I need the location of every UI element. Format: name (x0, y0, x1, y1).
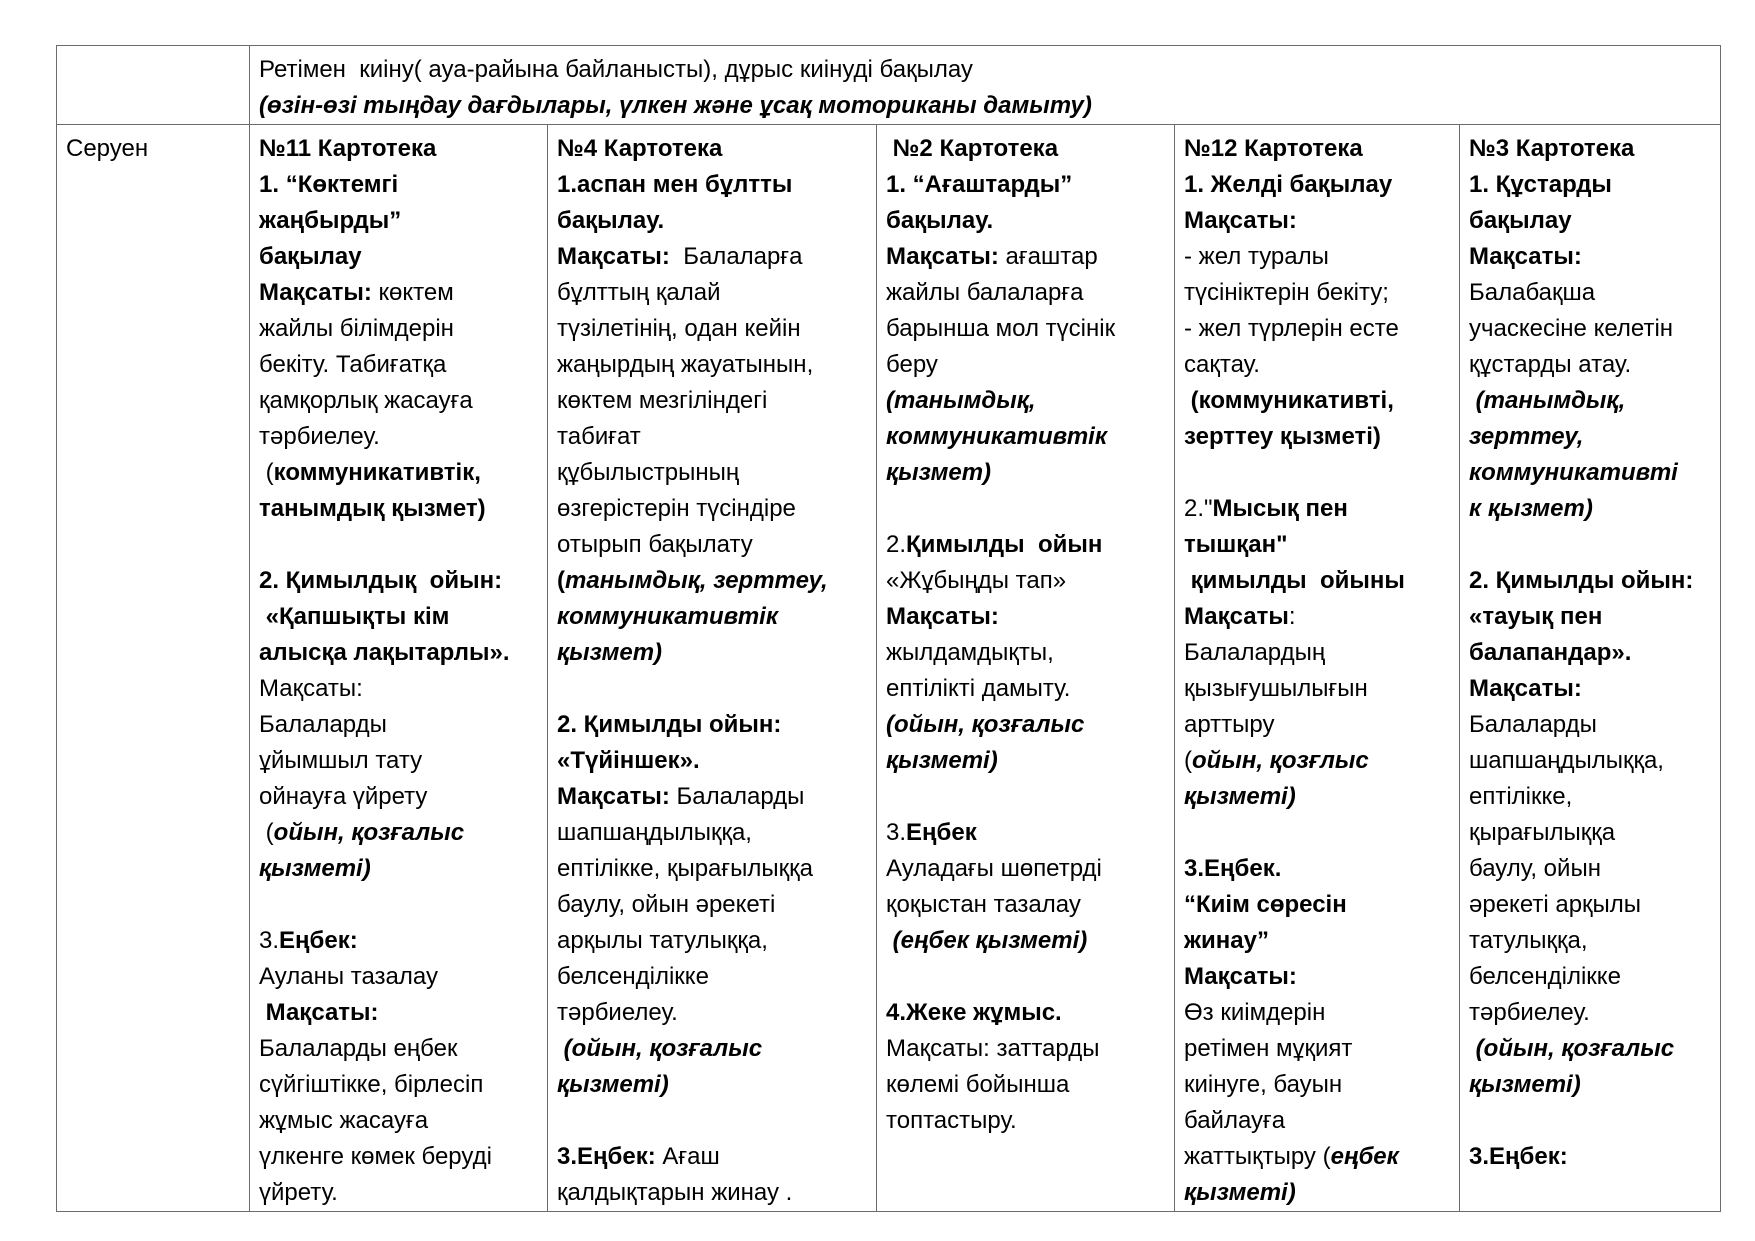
text-run: ағаштар жайлы балаларға барынша мол түсінік беру (886, 243, 1116, 378)
text-run: Мысық пен тышқан" қимылды ойыны (1184, 495, 1405, 594)
text-run: Мақсаты: (265, 999, 379, 1026)
card-title: №2 Картотека (886, 135, 1059, 162)
text-run: Ағаш қалдықтарын жинау . (557, 1143, 793, 1206)
text-run: 1. “Ағаштарды” бақылау. Мақсаты: (886, 171, 1073, 270)
dressing-text: Ретімен киіну( ауа-райына байланысты), дұрыс киінуді бақылау (259, 56, 973, 83)
text-run: Еңбек (906, 819, 977, 846)
text-run: еңбек қызметі) (1184, 1143, 1399, 1206)
walk-cell-card-2 (877, 125, 1175, 1212)
text-run: 1. Желді бақылау Мақсаты: (1184, 171, 1393, 234)
text-run: Ауладағы шөпетрді қоқыстан тазалау (886, 855, 1102, 918)
text-run: көктем жайлы білімдерін бекіту. Табиғатқа қамқорлық жасауға тәрбиелеу. ( (259, 279, 473, 486)
text-run: (коммуникативті, зерттеу қызметі) (1184, 387, 1394, 450)
text-run: 1.аспан мен бұлтты бақылау. Мақсаты: (557, 171, 793, 270)
text-run: коммуникативтік, танымдық қызмет) 2. Қимылдық ойын: «Қапшықты кім алысқа лақытарлы». (259, 459, 510, 666)
text-run: Балабақша учаскесіне келетін құстарды атау. (1469, 279, 1674, 378)
walk-cell-card-11 (250, 125, 548, 1212)
text-run: 3. (886, 819, 907, 846)
text-run: (танымдық, зерттеу, коммуникативті к қызмет) (1469, 387, 1678, 522)
text-run: Мақсаты (1184, 603, 1289, 630)
text-run: ( (557, 567, 565, 594)
text-run: жылдамдықты, ептілікті дамыту. (886, 639, 1071, 702)
dressing-cell (250, 46, 1721, 125)
text-run: (ойын, қозғалыс қызметі) (557, 1035, 763, 1098)
walk-label: Серуен (66, 135, 149, 162)
walk-label-cell (57, 125, 250, 1212)
text-run: 3.Еңбек: (1469, 1143, 1568, 1170)
card-title: №3 Картотека (1469, 135, 1635, 162)
text-run: : Балалардың қызығушылығын арттыру ( (1184, 603, 1368, 774)
text-run: Өз киімдерін ретімен мұқият киінуге, бауын байлауға жаттықтыру ( (1184, 999, 1353, 1170)
text-run: танымдық, зерттеу, коммуникативтік қызмет) (557, 567, 828, 666)
text-run: 3.Еңбек: (557, 1143, 656, 1170)
text-run: (танымдық, коммуникативтік қызмет) (886, 387, 1107, 486)
text-run: 1 (259, 171, 273, 198)
text-run: - жел туралы түсініктерін бекіту; - жел түрлерін есте сақтау. (1184, 243, 1399, 378)
card-title: №12 Картотека (1184, 135, 1363, 162)
text-run: 3.Еңбек. “Киім сөресін жинау” Мақсаты: (1184, 855, 1347, 990)
dressing-skills-note: (өзін-өзі тыңдау дағдылары, үлкен және ұсақ моториканы дамыту) (259, 92, 1092, 119)
text-run: «Жұбыңды тап» (886, 567, 1067, 594)
text-run: 3. (259, 927, 280, 954)
text-run: Мақсаты: (886, 603, 999, 630)
walk-cell-card-4 (548, 125, 877, 1212)
dressing-row (57, 46, 1721, 125)
text-run: Мақсаты: заттарды көлемі бойынша топтастыру. (886, 1035, 1100, 1134)
text-run: 1. Құстарды бақылау Мақсаты: (1469, 171, 1612, 270)
text-run: Балаларды шапшаңдылыққа, ептілікке, қырағылыққа баулу, ойын әрекеті арқылы татулыққа, белсенділікке тәрбиелеу. (1469, 711, 1664, 1026)
text-run: 2. Қимылды ойын: «Түйіншек». Мақсаты: (557, 711, 782, 810)
text-run: Мақсаты: Балаларды ұйымшыл тату ойнауға үйрету ( (259, 675, 428, 846)
text-run: Ауланы тазалау (259, 963, 438, 990)
text-run: . “Көктемгі жаңбырды” бақылау Мақсаты: (259, 171, 402, 306)
walk-row (57, 125, 1721, 1212)
walk-cell-card-3 (1460, 125, 1721, 1212)
plan-table (56, 45, 1721, 1212)
text-run: Қимылды ойын (906, 531, 1103, 558)
card-title: №4 Картотека (557, 135, 723, 162)
text-run: (еңбек қызметі) (892, 927, 1088, 954)
empty-label-cell (57, 46, 250, 125)
text-run: 2." (1184, 495, 1213, 522)
text-run: Балаларды шапшаңдылыққа, ептілікке, қырағылыққа баулу, ойын әрекеті арқылы татулыққа, белсенділікке тәрбиелеу. (557, 783, 814, 1026)
walk-cell-card-12 (1175, 125, 1460, 1212)
text-run: ойын, қозғалыс қызметі) (259, 819, 465, 882)
card-title: №11 Картотека (259, 135, 437, 162)
text-run: 4.Жеке жұмыс. (886, 999, 1062, 1026)
text-run: 2. (886, 531, 907, 558)
text-run: Балаларға бұлттың қалай түзілетінің, одан кейін жаңырдың жауатынын, көктем мезгіліндегі табиғат құбылыстрының өзгерістерін түсіндіре отырып бақылату (557, 243, 814, 558)
text-run: (ойын, қозғалыс қызметі) (886, 711, 1085, 774)
text-run: Балаларды еңбек сүйгіштікке, бірлесіп жұмыс жасауға үлкенге көмек беруді үйрету. (259, 1035, 492, 1206)
text-run: 2. Қимылды ойын: «тауық пен балапандар». Мақсаты: (1469, 567, 1694, 702)
text-run: (ойын, қозғалыс қызметі) (1469, 1035, 1675, 1098)
text-run: ойын, қозғлыс қызметі) (1184, 747, 1369, 810)
text-run: Еңбек: (279, 927, 358, 954)
